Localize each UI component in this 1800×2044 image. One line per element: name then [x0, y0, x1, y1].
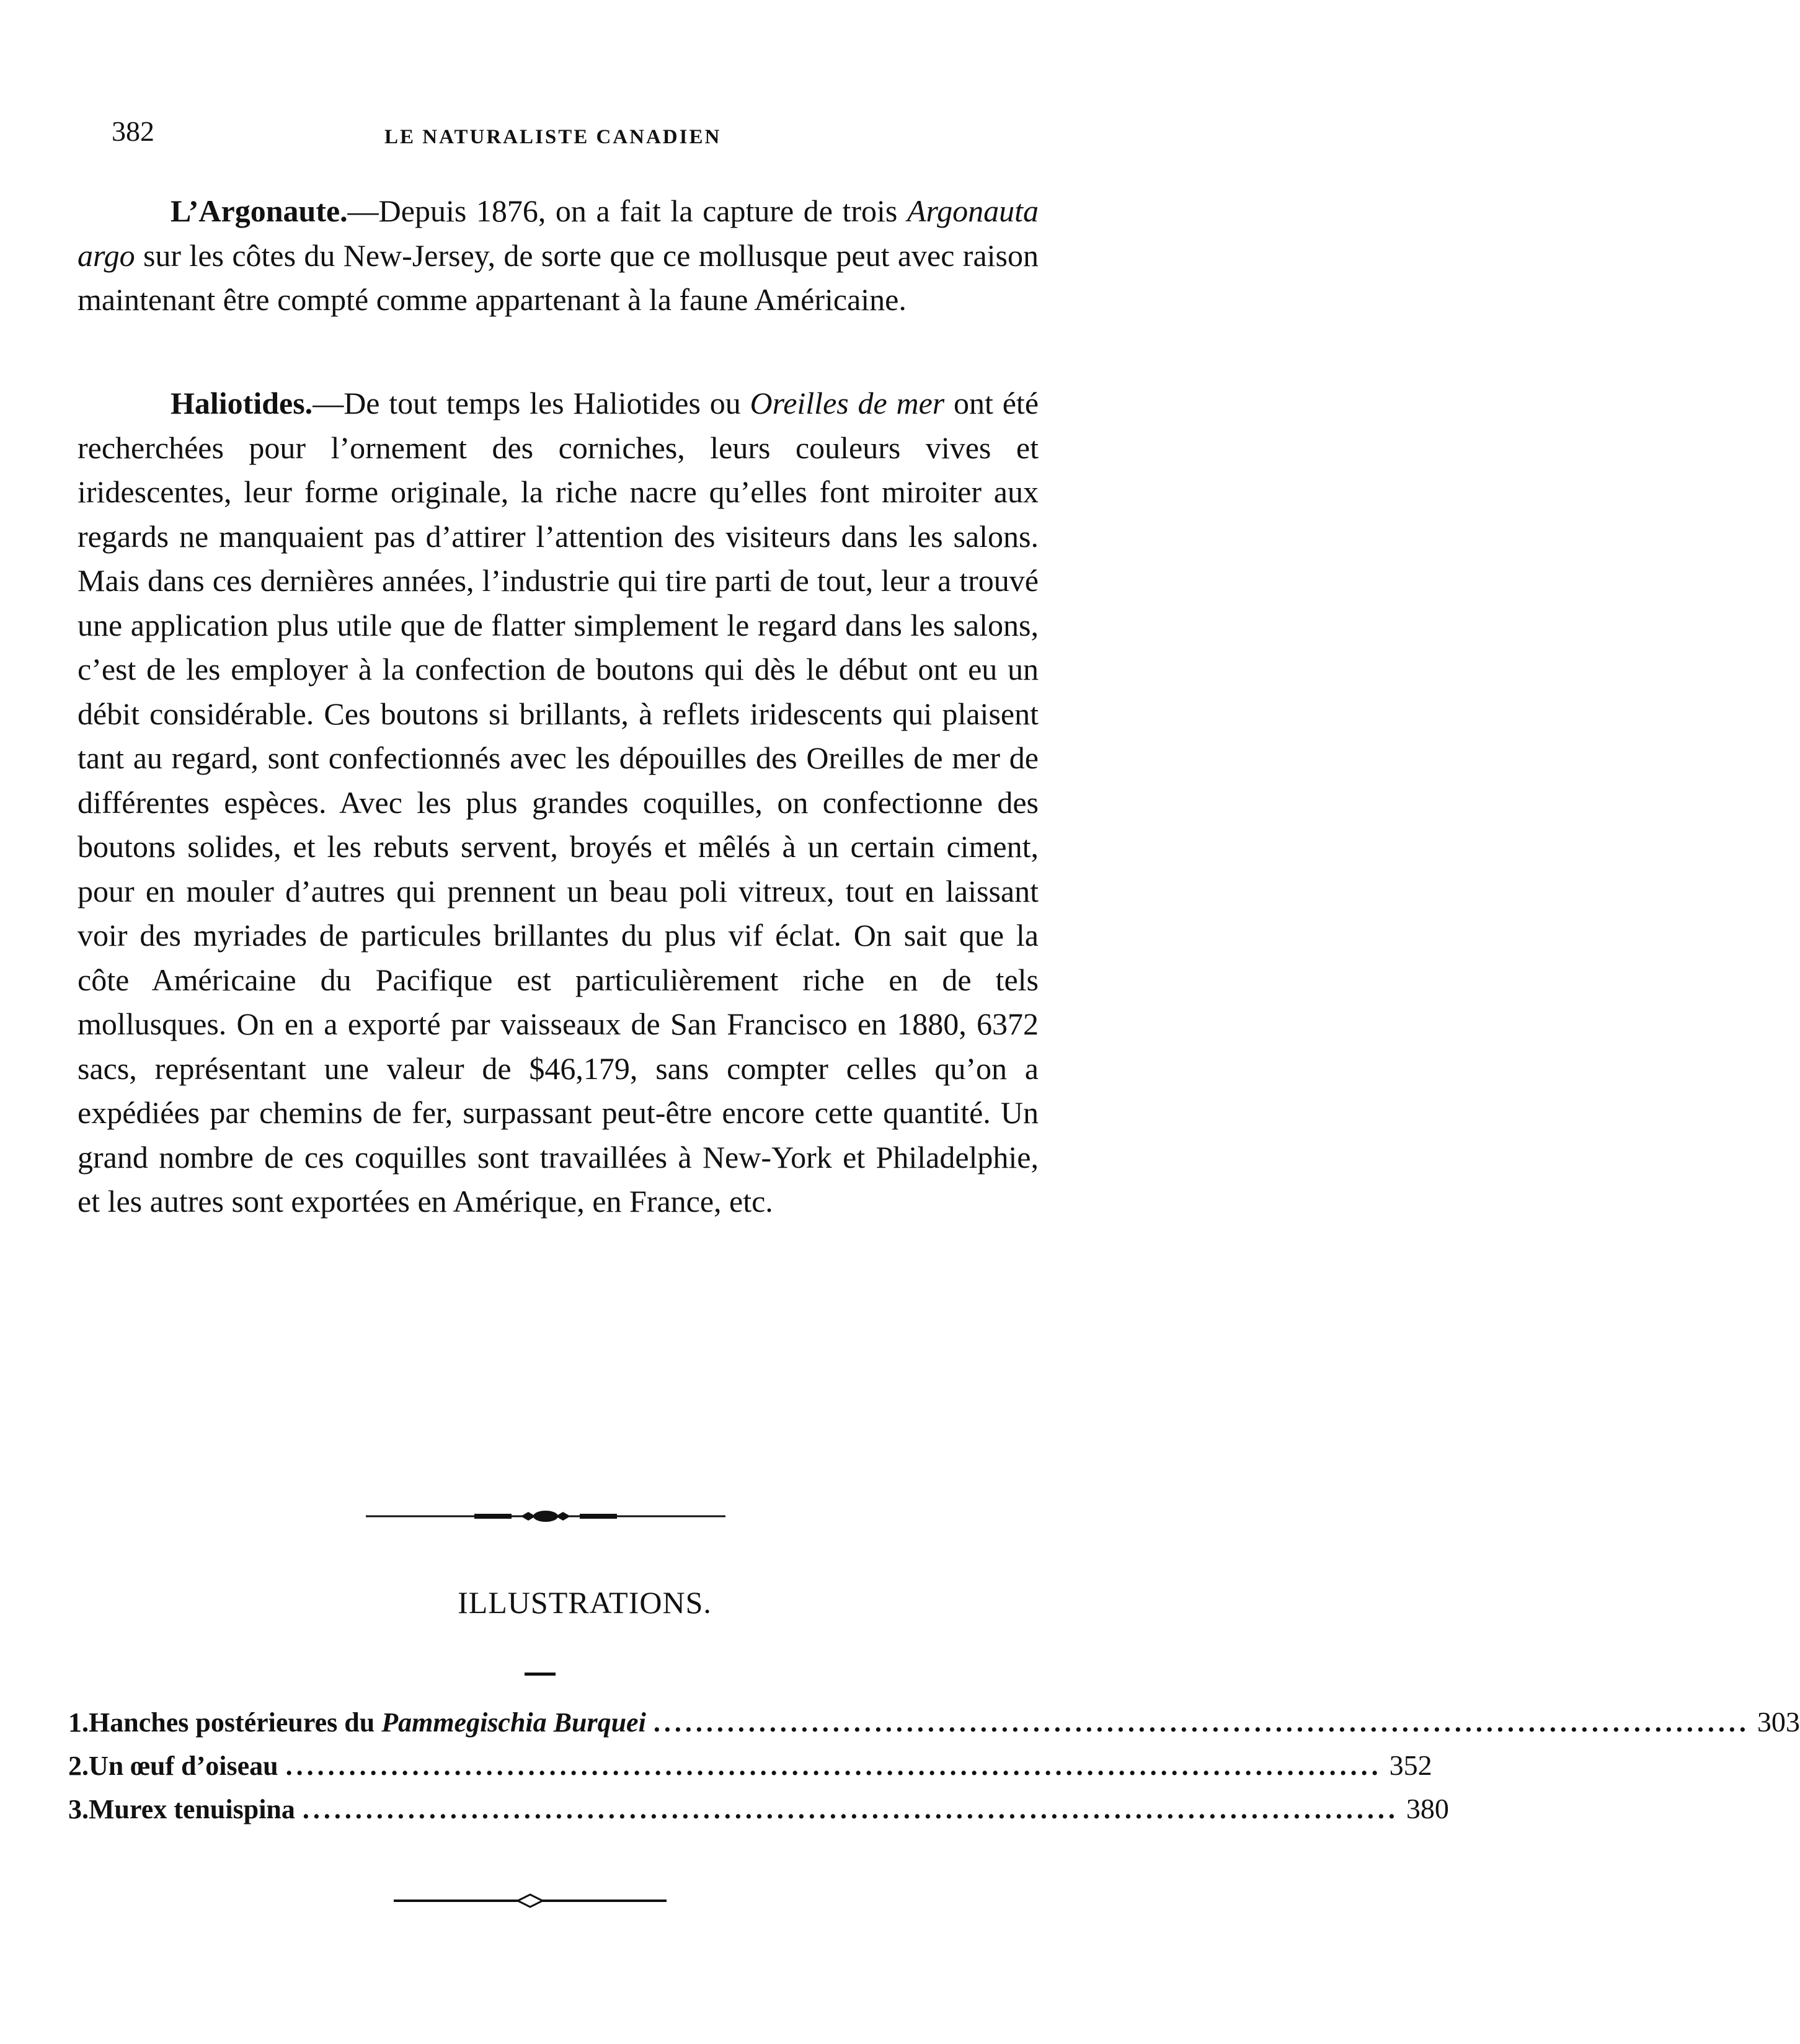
paragraph-text: —Depuis 1876, on a fait la capture de trois — [347, 193, 907, 228]
list-item — [68, 1749, 1432, 1792]
item-page: 352 — [1389, 1749, 1432, 1781]
page-number: 382 — [112, 115, 154, 147]
paragraph-lead: Haliotides. — [171, 386, 313, 420]
paragraph-text: —De tout temps les Haliotides ou — [313, 386, 750, 420]
paragraph-text: ont été recherchées pour l’ornement des corniches, leurs couleurs vives et iridescentes, leur forme originale, la riche nacre qu’elles font miroiter aux regards ne manquaient pas d’attirer l’attention des visiteurs dans les salons. Mais dans ces dernières années, l’industrie qui tire parti de tout, leur a trouvé une application plus utile que de flatter simplement le regard dans les salons, c’est de les employer à la confection de boutons qui dès le début ont eu un débit considérable. Ces boutons si brillants, à reflets iridescents qui plaisent tant au regard, sont confectionnés avec les dépouilles des Oreilles de mer de différentes espèces. Avec les plus grandes coquilles, on confectionne des boutons solides, et les rebuts servent, broyés et mêlés à un certain ciment, pour en mouler d’autres qui prennent un beau poli vitreux, tout en laissant voir des myriades de particules brillantes du plus vif éclat. On sait que la côte Américaine du Pacifique est particulièrement riche en de tels mollusques. On en a exporté par vaisseaux de San Francisco en 1880, 6372 sacs, représentant une valeur de $46,179, sans compter celles qu’on a expédiées par chemins de fer, surpassant peut-être encore cette quantité. Un grand nombre de ces coquilles sont travaillées à New-York et Philadelphie, et les autres sont exportées en Amérique, en France, etc. — [78, 386, 1039, 1219]
short-rule — [525, 1673, 556, 1676]
paragraph-argonaute — [78, 189, 1039, 322]
page-header — [112, 115, 1042, 152]
illustrations-list — [68, 1705, 1800, 1836]
item-page: 303 — [1757, 1706, 1800, 1738]
ornament-divider — [366, 1507, 725, 1526]
illustrations-title: ILLUSTRATIONS. — [458, 1585, 712, 1620]
item-title: Un œuf d’oiseau — [89, 1751, 278, 1781]
paragraph-text: sur les côtes du New-Jersey, de sorte que ce mollusque peut avec raison maintenant être compté comme appartenant à la faune Américaine. — [78, 238, 1039, 317]
running-head: LE NATURALISTE CANADIEN — [384, 126, 722, 148]
list-item — [68, 1705, 1800, 1749]
common-name: Oreilles de mer — [750, 386, 945, 420]
paragraph-lead: L’Argonaute. — [171, 193, 348, 228]
item-title: Murex tenuispina — [89, 1794, 295, 1824]
dot-leader: ........................................................................................................ — [285, 1751, 1382, 1781]
item-title: Hanches postérieures du Pammegischia Burquei — [89, 1707, 646, 1738]
item-number: 3. — [68, 1794, 89, 1824]
species-name: Argonauta argo — [78, 193, 1039, 273]
paragraph-haliotides — [78, 381, 1039, 1224]
item-number: 2. — [68, 1751, 89, 1781]
item-number: 1. — [68, 1707, 89, 1738]
ornament-divider — [394, 1891, 667, 1910]
dot-leader: ........................................................................................................ — [653, 1707, 1750, 1738]
item-page: 380 — [1406, 1793, 1449, 1824]
dot-leader: ........................................................................................................ — [302, 1794, 1399, 1824]
list-item — [68, 1792, 1449, 1836]
